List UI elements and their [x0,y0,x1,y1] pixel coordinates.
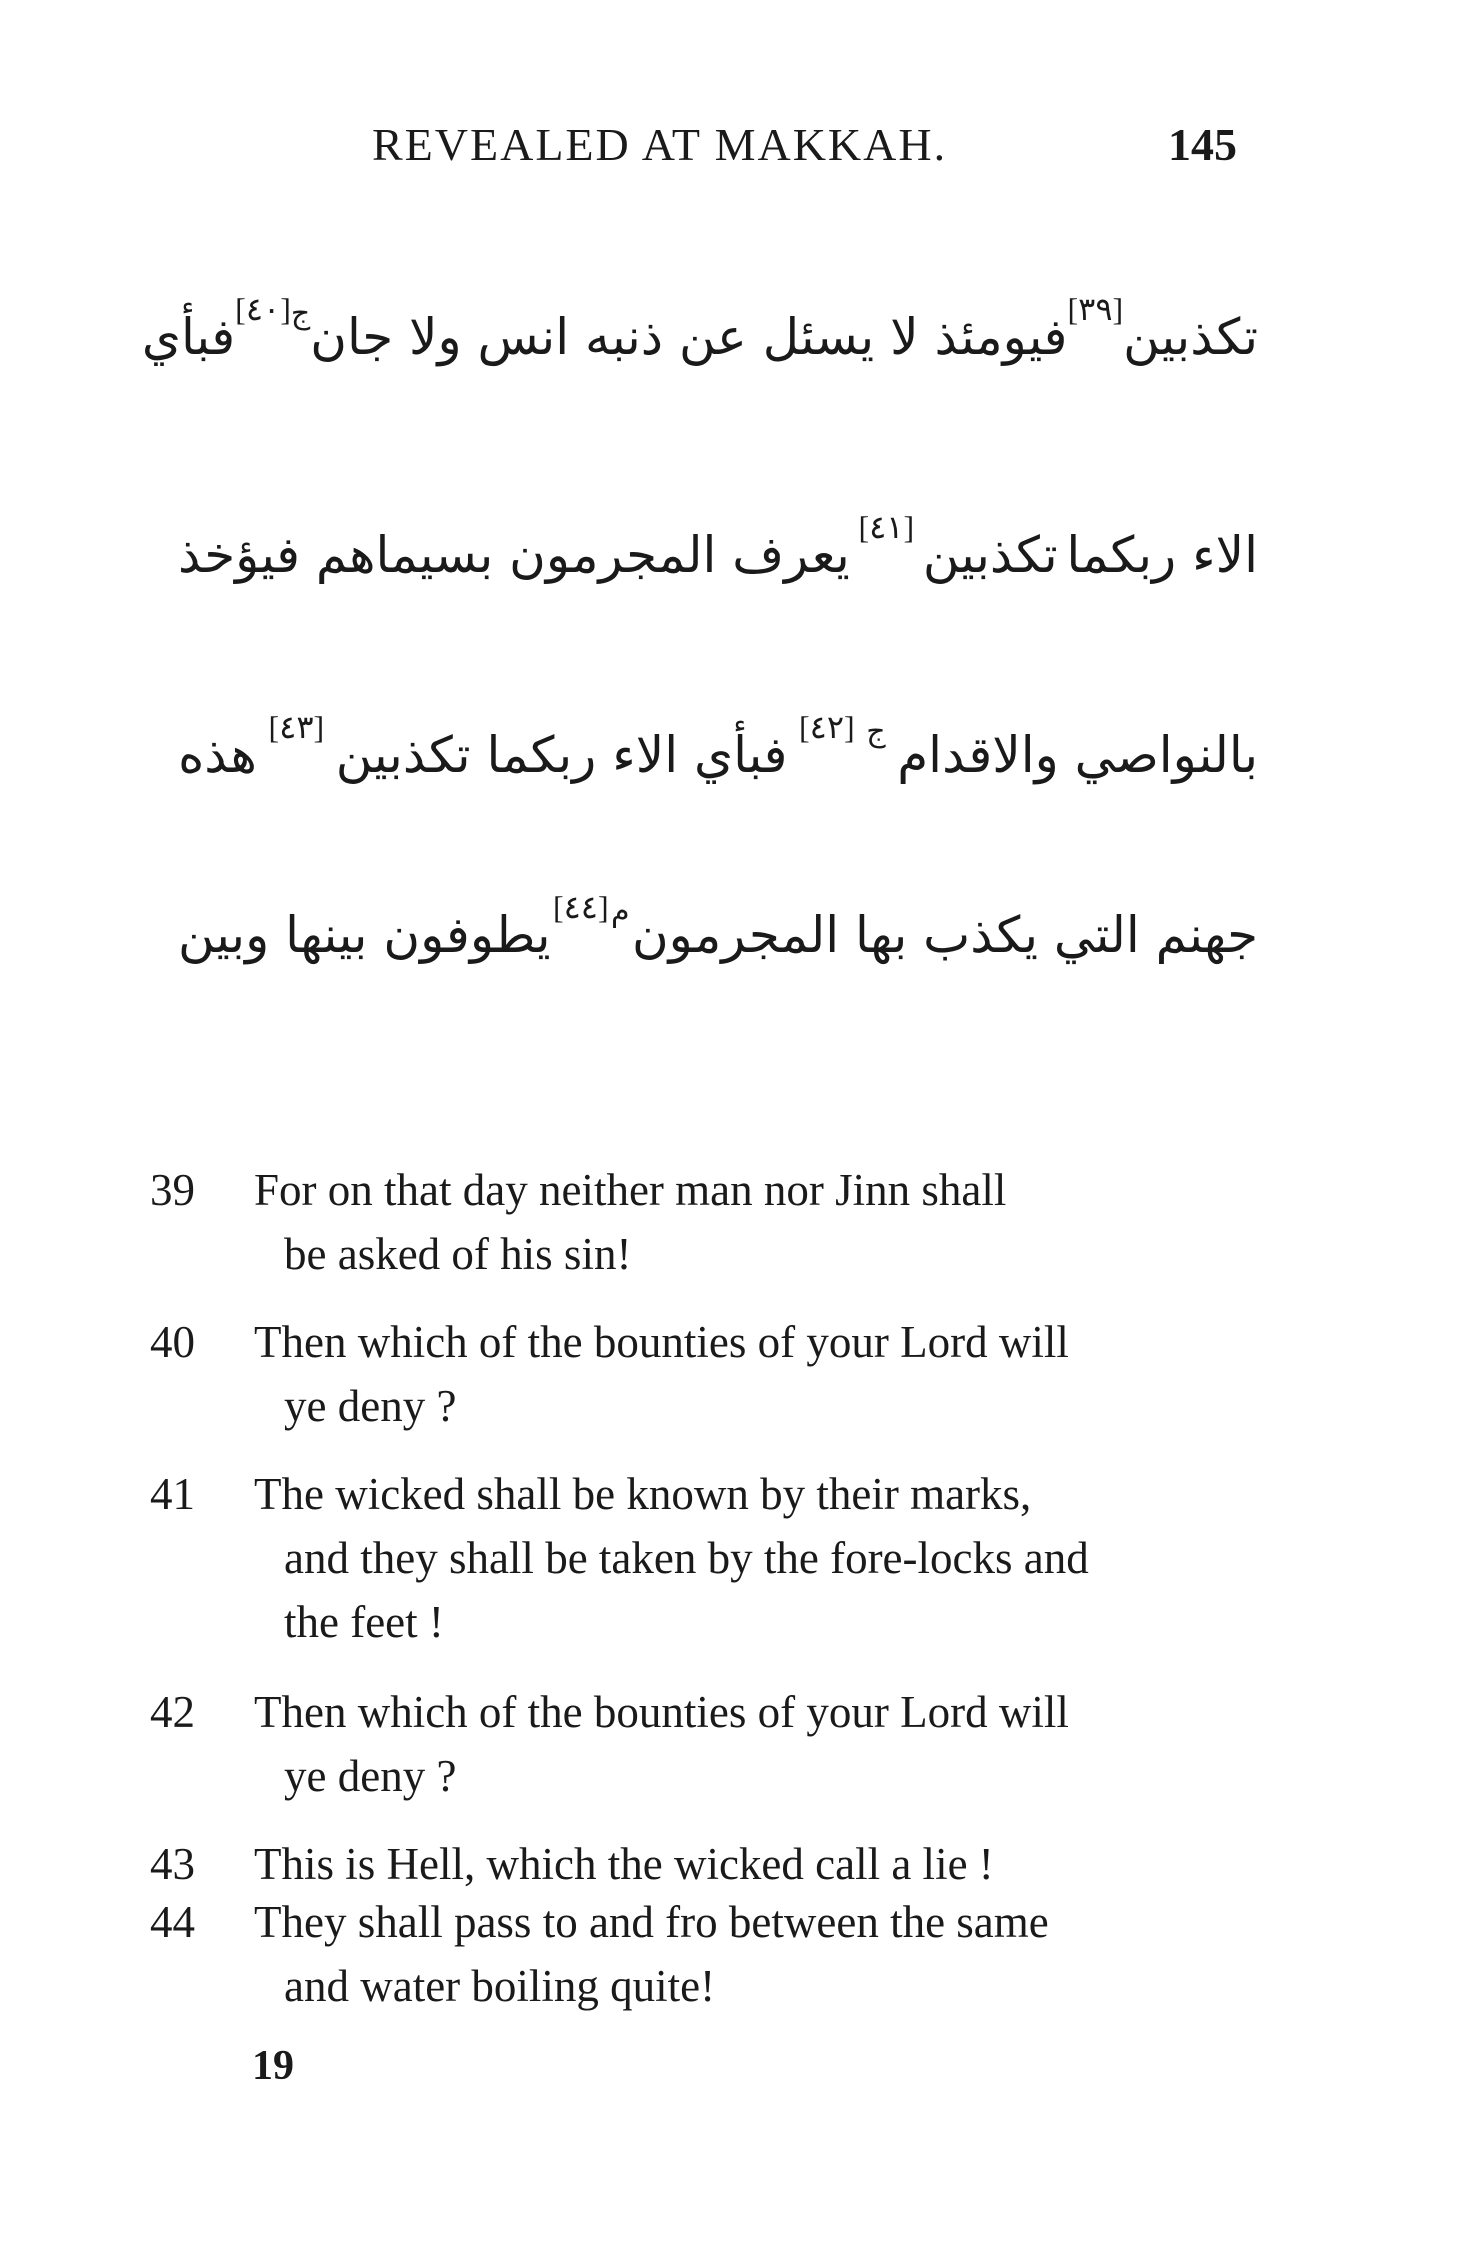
arabic-word: تكذبين [1123,308,1258,366]
verse-number: 42 [150,1687,195,1737]
verse-number: 41 [150,1469,195,1519]
verse-line: The wicked shall be known by their marks, [254,1469,1032,1519]
verse-number: 40 [150,1317,195,1367]
page-number: 145 [1168,119,1237,170]
arabic-phrase: فيومئذ لا يسئل عن ذنبه انس ولا جان [310,308,1068,366]
verse-number-mark: [٣٩] [1067,291,1124,327]
verse-number: 39 [150,1165,195,1215]
arabic-word: فبأي [141,308,236,366]
arabic-phrase: بالنواصي والاقدام [897,726,1258,784]
verse-line: ye deny ? [284,1381,457,1431]
verse-number-mark: [٤٠] [235,291,291,327]
arabic-word: الاء ربكما [1066,526,1258,584]
verse-41 [150,1462,1300,1654]
pause-mark: م [611,894,630,929]
arabic-line-4 [178,860,1258,1010]
verse-line: This is Hell, which the wicked call a lie ! [254,1839,994,1889]
arabic-line-2 [178,480,1258,630]
arabic-word: هذه [178,726,257,784]
arabic-phrase: يعرف المجرمون بسيماهم فيؤخذ [178,526,850,584]
verse-44 [150,1890,1300,2018]
verse-42 [150,1680,1300,1808]
arabic-word: تكذبين [922,526,1058,584]
verse-line: For on that day neither man nor Jinn shall [254,1165,1007,1215]
arabic-line-3 [178,680,1258,830]
verse-line: the feet ! [284,1597,444,1647]
verse-43 [150,1832,1300,1896]
verse-line: Then which of the bounties of your Lord will [254,1317,1069,1367]
arabic-phrase: فبأي الاء ربكما تكذبين [335,726,788,784]
signature-mark: 19 [252,2043,294,2089]
verse-line: and water boiling quite! [284,1961,716,2011]
verse-40 [150,1310,1300,1438]
verse-line: ye deny ? [284,1751,457,1801]
verse-line: and they shall be taken by the fore-locks and [284,1533,1089,1583]
verse-number: 44 [150,1897,195,1947]
verse-line: They shall pass to and fro between the same [254,1897,1049,1947]
verse-line: be asked of his sin! [284,1229,632,1279]
verse-39 [150,1158,1300,1286]
verse-number-mark: [٤٢] [798,709,855,745]
arabic-phrase: جهنم التي يكذب بها المجرمون [631,906,1258,964]
arabic-phrase: يطوفون بينها وبين [178,906,551,964]
running-head: REVEALED AT MAKKAH. [372,119,948,170]
verse-number-mark: [٤٣] [268,709,325,745]
verse-number: 43 [150,1839,195,1889]
pause-mark: ج [866,714,886,749]
arabic-line-1 [141,262,1258,412]
verse-line: Then which of the bounties of your Lord will [254,1687,1069,1737]
verse-number-mark: [٤١] [858,509,915,545]
verse-number-mark: [٤٤] [552,889,609,925]
pause-mark: ج [290,296,311,331]
